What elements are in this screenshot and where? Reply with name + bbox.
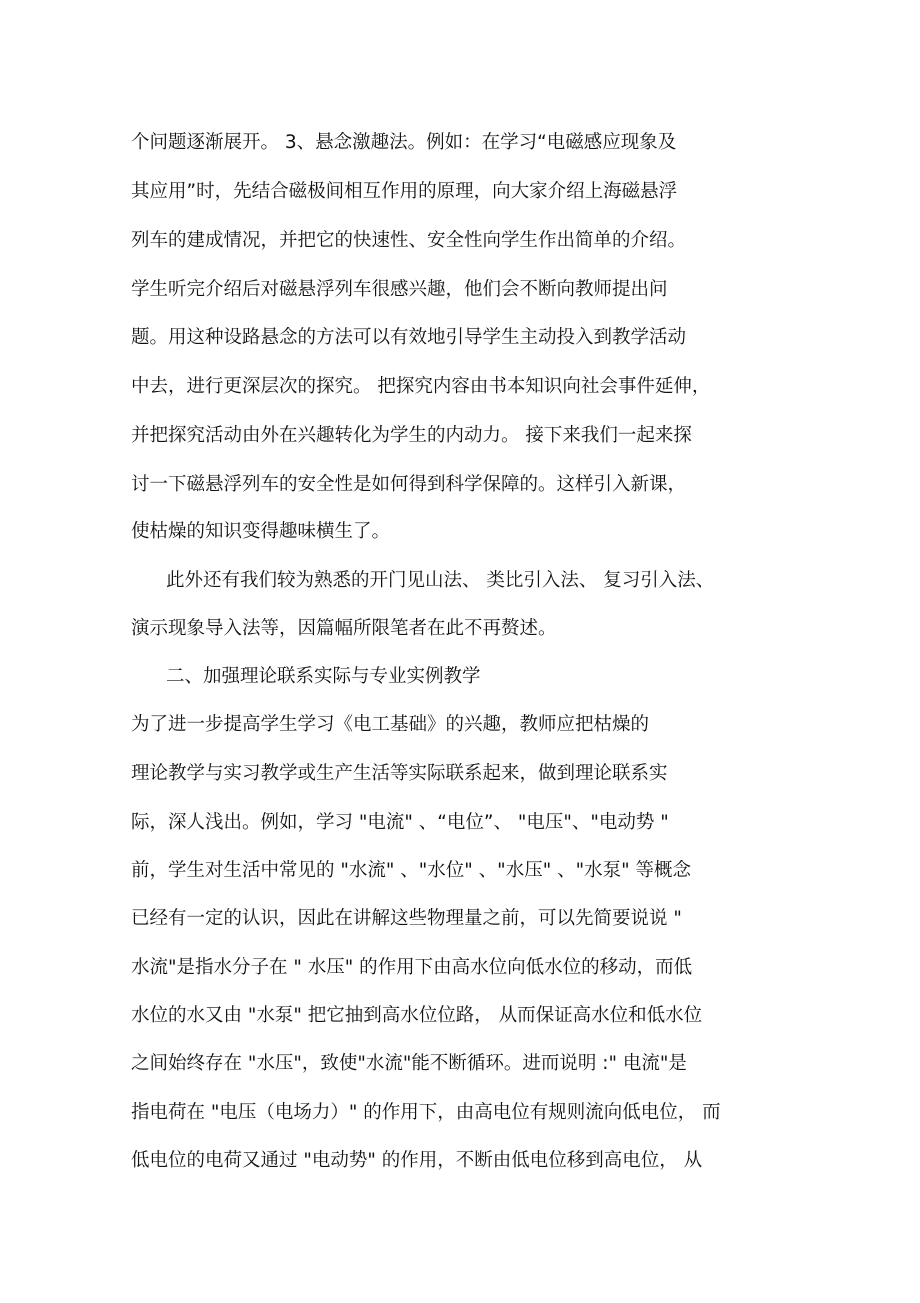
section-heading: 二、加强理论联系实际与专业实例教学 bbox=[166, 666, 481, 687]
text-line: 为了进一步提高学生学习《电工基础》的兴趣，教师应把枯燥的 bbox=[131, 714, 650, 735]
text-line: 讨一下磁悬浮列车的安全性是如何得到科学保障的。这样引入新课， bbox=[131, 474, 687, 495]
text-line: 列车的建成情况，并把它的快速性、安全性向学生作出简单的介绍。 bbox=[131, 230, 687, 251]
text-line: 演示现象导入法等，因篇幅所限笔者在此不再赘述。 bbox=[131, 618, 557, 639]
text-line: 水流"是指水分子在 " 水压" 的作用下由高水位向低水位的移动，而低 bbox=[131, 957, 693, 978]
text-line: 指电荷在 "电压（电场力）" 的作用下，由高电位有规则流向低电位， 而 bbox=[131, 1102, 721, 1123]
text-line: 已经有一定的认识，因此在讲解这些物理量之前，可以先简要说说 " bbox=[131, 908, 682, 929]
text-line: 水位的水又由 "水泵" 把它抽到高水位位路， 从而保证高水位和低水位 bbox=[131, 1005, 703, 1026]
text-line: 理论教学与实习教学或生产生活等实际联系起来，做到理论联系实 bbox=[131, 763, 668, 784]
text-line: 之间始终存在 "水压"，致使"水流"能不断循环。进而说明 :" 电流"是 bbox=[131, 1053, 687, 1074]
text-line: 题。用这种设路悬念的方法可以有效地引导学生主动投入到教学活动 bbox=[131, 327, 687, 348]
text-line: 中去，进行更深层次的探究。 把探究内容由书本知识向社会事件延伸， bbox=[131, 376, 711, 397]
text-line: 低电位的电荷又通过 "电动势" 的作用，不断由低电位移到高电位， 从 bbox=[131, 1150, 703, 1171]
text-line: 个问题逐渐展开。 3、悬念激趣法。例如：在学习“电磁感应现象及 bbox=[131, 132, 677, 153]
text-line: 际，深人浅出。例如，学习 "电流" 、“电位”、 "电压"、"电动势 " bbox=[131, 812, 669, 833]
text-line: 其应用”时，先结合磁极间相互作用的原理，向大家介绍上海磁悬浮 bbox=[131, 181, 678, 202]
text-line: 前，学生对生活中常见的 "水流" 、"水位" 、"水压" 、"水泵" 等概念 bbox=[131, 860, 691, 881]
text-line: 使枯燥的知识变得趣味横生了。 bbox=[131, 521, 391, 542]
text-line: 学生听完介绍后对磁悬浮列车很感兴趣，他们会不断向教师提出问 bbox=[131, 279, 668, 300]
text-line: 并把探究活动由外在兴趣转化为学生的内动力。 接下来我们一起来探 bbox=[131, 425, 692, 446]
text-line: 此外还有我们较为熟悉的开门见山法、 类比引入法、 复习引入法、 bbox=[166, 570, 715, 591]
